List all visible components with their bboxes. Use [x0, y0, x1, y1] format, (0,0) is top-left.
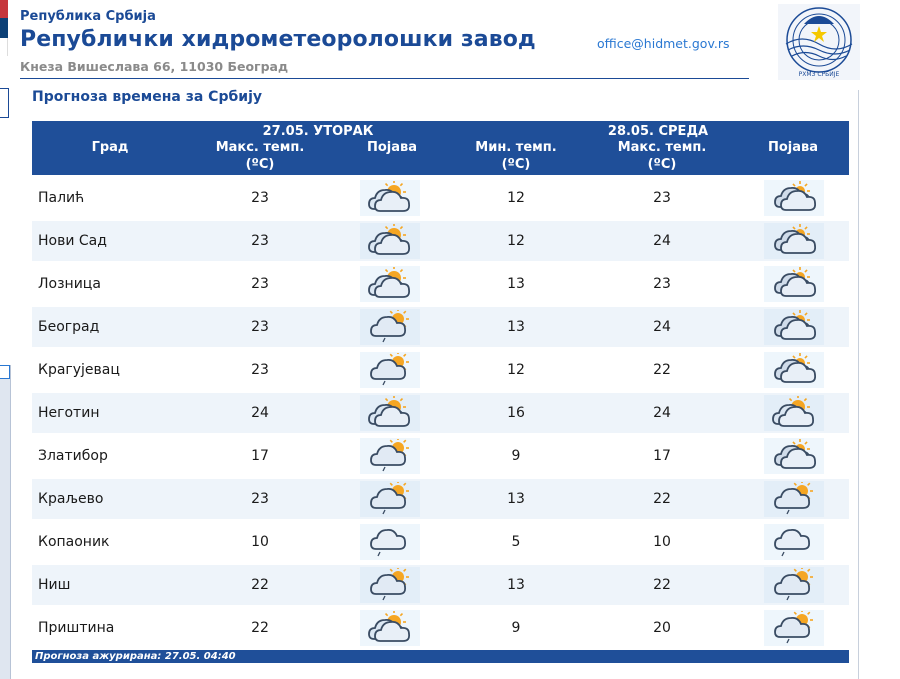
cloudy-sun-icon [764, 266, 824, 302]
max-temp-day2: 24 [653, 233, 671, 249]
institution-title[interactable]: Републички хидрометеоролошки завод [20, 27, 536, 52]
header-unit-day1: (ºC) [245, 157, 275, 172]
table-row [32, 221, 849, 261]
header-day2: 28.05. СРЕДА [607, 124, 709, 139]
max-temp-day1: 23 [251, 276, 269, 292]
showers-sun-icon [764, 610, 824, 646]
header-max-temp-day2: Макс. темп. [617, 140, 707, 155]
table-row [32, 565, 849, 605]
table-row [32, 178, 849, 218]
partly-cloudy-sun-icon [360, 223, 420, 259]
institution-address: Кнеза Вишеслава 66, 11030 Београд [20, 59, 289, 74]
min-temp-day2: 13 [507, 276, 525, 292]
side-panel-strip[interactable] [0, 365, 11, 679]
table-row [32, 393, 849, 433]
header-city: Град [91, 140, 129, 155]
cloudy-sun-icon [764, 223, 824, 259]
logo-text: РХМЗ СРБИЈЕ [798, 71, 840, 78]
table-row [32, 350, 849, 390]
partly-cloudy-sun-icon [360, 266, 420, 302]
header-phenomenon-day2: Појава [767, 140, 819, 155]
city-name: Неготин [38, 405, 100, 421]
min-temp-day2: 16 [507, 405, 525, 421]
cloudy-sun-icon [764, 438, 824, 474]
city-name: Краљево [38, 491, 104, 507]
city-name: Лозница [38, 276, 101, 292]
side-tab[interactable] [0, 88, 9, 118]
city-name: Београд [38, 319, 100, 335]
max-temp-day2: 22 [653, 577, 671, 593]
header-phenomenon-day1: Појава [366, 140, 418, 155]
city-name: Крагујевац [38, 362, 120, 378]
forecast-table-header [32, 121, 849, 175]
city-name: Приштина [38, 620, 115, 636]
header-unit-min: (ºC) [501, 157, 531, 172]
max-temp-day1: 23 [251, 362, 269, 378]
city-name: Златибор [38, 448, 108, 464]
min-temp-day2: 13 [507, 491, 525, 507]
min-temp-day2: 12 [507, 233, 525, 249]
city-name: Палић [38, 190, 85, 206]
partly-cloudy-sun-icon [360, 180, 420, 216]
showers-sun-icon [360, 438, 420, 474]
table-row [32, 307, 849, 347]
min-temp-day2: 9 [511, 448, 521, 464]
rhmz-logo[interactable] [778, 4, 860, 80]
max-temp-day2: 22 [653, 362, 671, 378]
min-temp-day2: 12 [507, 362, 525, 378]
min-temp-day2: 12 [507, 190, 525, 206]
showers-sun-icon [764, 567, 824, 603]
max-temp-day1: 22 [251, 577, 269, 593]
header-min-temp-day2: Мин. темп. [475, 140, 557, 155]
showers-sun-icon [764, 481, 824, 517]
showers-sun-icon [360, 309, 420, 345]
max-temp-day2: 24 [653, 405, 671, 421]
serbian-flag [0, 0, 8, 56]
header-divider [20, 78, 749, 79]
forecast-table-body [32, 175, 849, 648]
footer-bar [32, 650, 849, 663]
right-divider [858, 90, 859, 679]
city-name: Нови Сад [38, 233, 107, 249]
cloudy-sun-icon [764, 352, 824, 388]
cloudy-sun-icon [764, 180, 824, 216]
max-temp-day1: 23 [251, 190, 269, 206]
header-unit-max: (ºC) [647, 157, 677, 172]
showers-sun-icon [360, 481, 420, 517]
max-temp-day1: 23 [251, 491, 269, 507]
max-temp-day2: 22 [653, 491, 671, 507]
table-row [32, 608, 849, 648]
table-row [32, 264, 849, 304]
table-row [32, 436, 849, 476]
showers-sun-icon [360, 567, 420, 603]
header-day1: 27.05. УТОРАК [262, 124, 374, 139]
partly-cloudy-sun-icon [360, 395, 420, 431]
email-link[interactable]: office@hidmet.gov.rs [597, 36, 730, 51]
cloudy-sun-icon [764, 309, 824, 345]
max-temp-day2: 24 [653, 319, 671, 335]
max-temp-day2: 17 [653, 448, 671, 464]
max-temp-day2: 10 [653, 534, 671, 550]
logo-emblem-icon [778, 4, 860, 80]
cloud-drizzle-icon [764, 524, 824, 560]
max-temp-day1: 23 [251, 233, 269, 249]
city-name: Копаоник [38, 534, 110, 550]
max-temp-day1: 23 [251, 319, 269, 335]
table-row [32, 522, 849, 562]
min-temp-day2: 13 [507, 577, 525, 593]
header-max-temp-day1: Макс. темп. [215, 140, 305, 155]
min-temp-day2: 13 [507, 319, 525, 335]
min-temp-day2: 5 [511, 534, 521, 550]
min-temp-day2: 9 [511, 620, 521, 636]
max-temp-day2: 20 [653, 620, 671, 636]
max-temp-day1: 10 [251, 534, 269, 550]
table-row [32, 479, 849, 519]
max-temp-day1: 22 [251, 620, 269, 636]
city-name: Ниш [38, 577, 71, 593]
cloud-drizzle-icon [360, 524, 420, 560]
max-temp-day1: 17 [251, 448, 269, 464]
partly-cloudy-sun-icon [764, 395, 824, 431]
page-title: Прогноза времена за Србију [32, 89, 262, 105]
partly-cloudy-sun-icon [360, 610, 420, 646]
max-temp-day1: 24 [251, 405, 269, 421]
republic-label: Република Србија [20, 9, 156, 24]
showers-sun-icon [360, 352, 420, 388]
max-temp-day2: 23 [653, 190, 671, 206]
forecast-updated-text: Прогноза ажурирана: 27.05. 04:40 [35, 651, 236, 662]
max-temp-day2: 23 [653, 276, 671, 292]
